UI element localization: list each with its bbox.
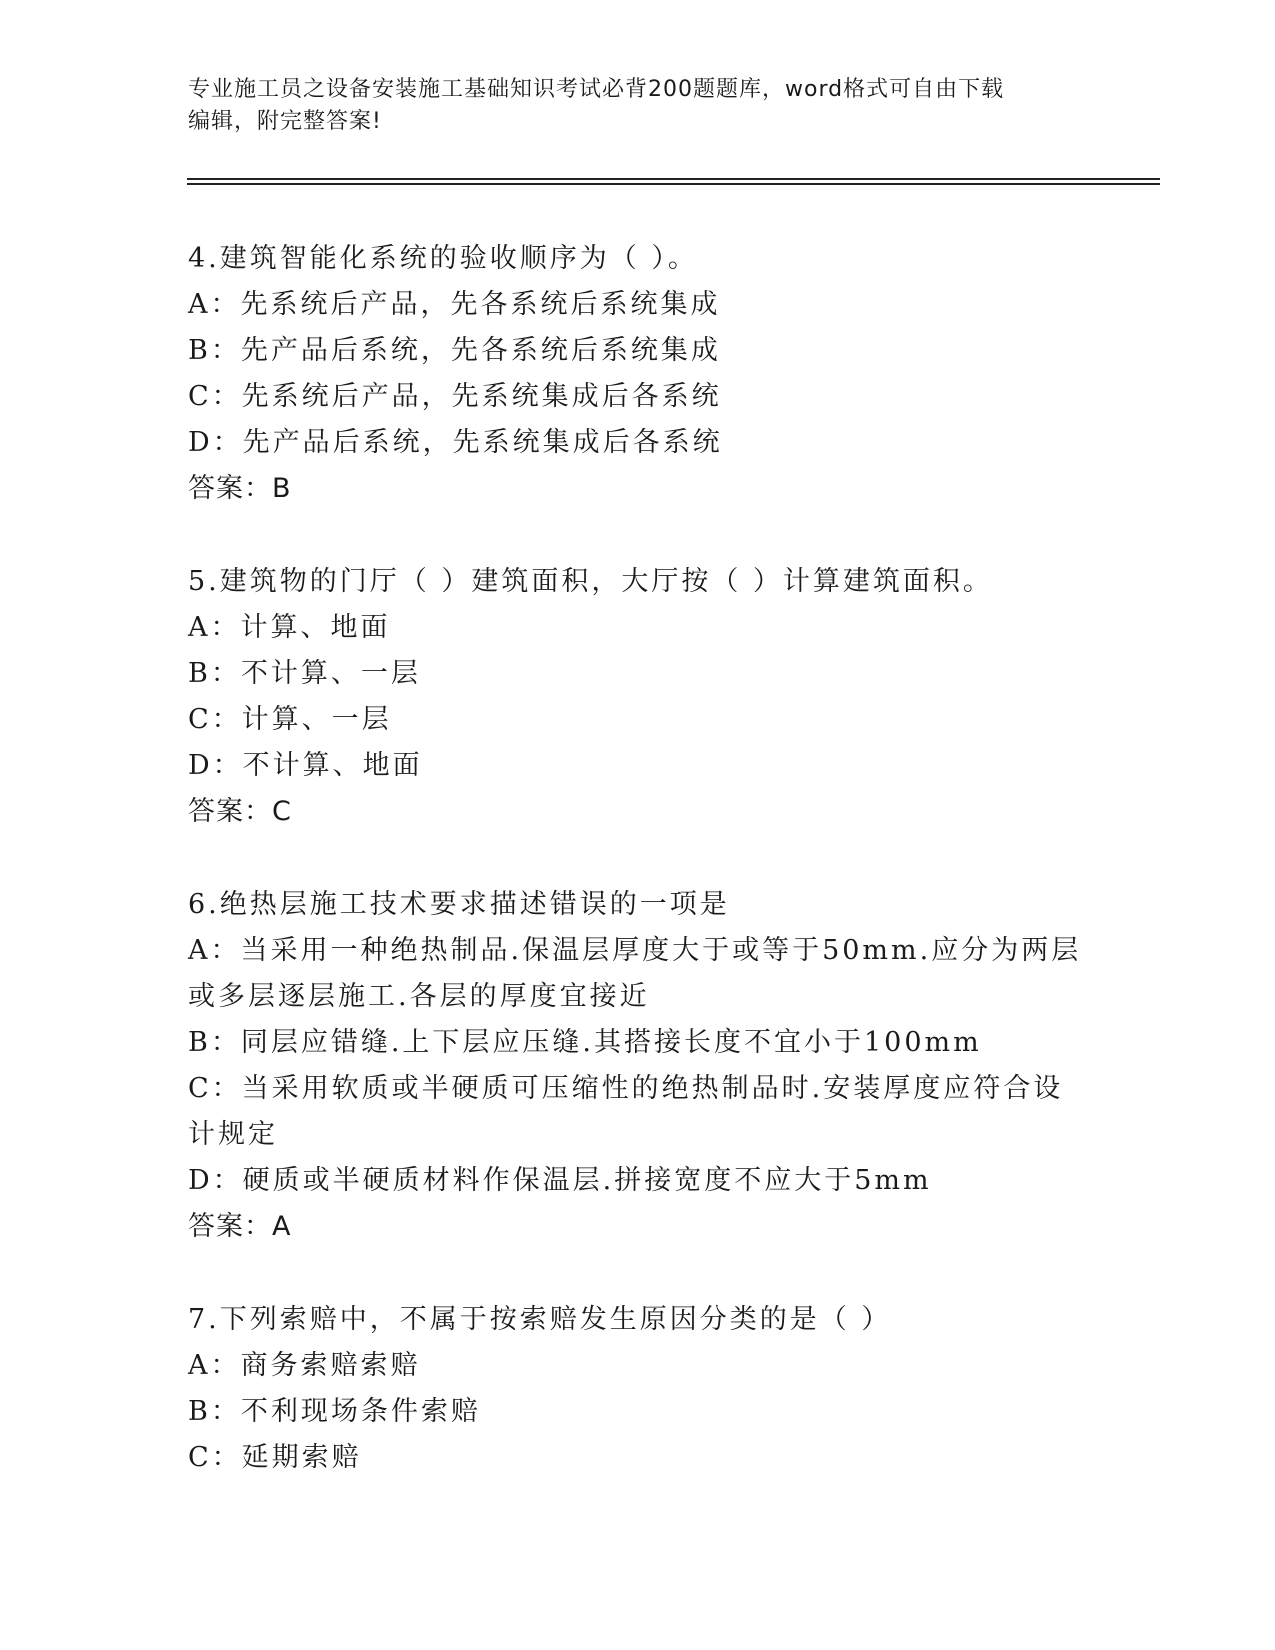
option-b: B：先产品后系统，先各系统后系统集成 xyxy=(188,335,721,366)
question-6 xyxy=(188,882,1088,1250)
answer: 答案：A xyxy=(188,1211,292,1242)
document-header xyxy=(188,74,1088,138)
answer: 答案：C xyxy=(188,796,292,827)
option-b: B：不利现场条件索赔 xyxy=(188,1396,481,1427)
option-d: D：先产品后系统，先系统集成后各系统 xyxy=(188,427,723,458)
option-c: C：先系统后产品，先系统集成后各系统 xyxy=(188,381,722,412)
question-stem: 7.下列索赔中，不属于按索赔发生原因分类的是（ ） xyxy=(188,1304,892,1335)
answer: 答案：B xyxy=(188,473,292,504)
header-title-line-1: 专业施工员之设备安装施工基础知识考试必背200题题库，word格式可自由下载 xyxy=(188,77,1005,102)
question-4 xyxy=(188,236,1088,512)
header-divider-top xyxy=(187,178,1160,180)
header-title-line-2: 编辑，附完整答案! xyxy=(188,109,382,134)
option-b: B：同层应错缝.上下层应压缝.其搭接长度不宜小于100mm xyxy=(188,1027,982,1058)
question-stem: 4.建筑智能化系统的验收顺序为（ ）。 xyxy=(188,243,698,274)
question-stem: 6.绝热层施工技术要求描述错误的一项是 xyxy=(188,889,730,920)
option-a: A：计算、地面 xyxy=(188,612,391,643)
option-a: A：商务索赔索赔 xyxy=(188,1350,421,1381)
header-divider-bottom xyxy=(187,183,1160,185)
option-a: A：先系统后产品，先各系统后系统集成 xyxy=(188,289,721,320)
question-7 xyxy=(188,1297,1088,1481)
question-list xyxy=(188,236,1088,1528)
question-stem: 5.建筑物的门厅（ ）建筑面积，大厅按（ ）计算建筑面积。 xyxy=(188,566,993,597)
option-c: C：当采用软质或半硬质可压缩性的绝热制品时.安装厚度应符合设计规定 xyxy=(188,1073,1064,1150)
option-d: D：不计算、地面 xyxy=(188,750,423,781)
option-c: C：延期索赔 xyxy=(188,1442,362,1473)
question-5 xyxy=(188,559,1088,835)
option-c: C：计算、一层 xyxy=(188,704,392,735)
option-b: B：不计算、一层 xyxy=(188,658,421,689)
option-d: D：硬质或半硬质材料作保温层.拼接宽度不应大于5mm xyxy=(188,1165,932,1196)
option-a: A：当采用一种绝热制品.保温层厚度大于或等于50mm.应分为两层或多层逐层施工.各层的厚度宜接近 xyxy=(188,935,1082,1012)
